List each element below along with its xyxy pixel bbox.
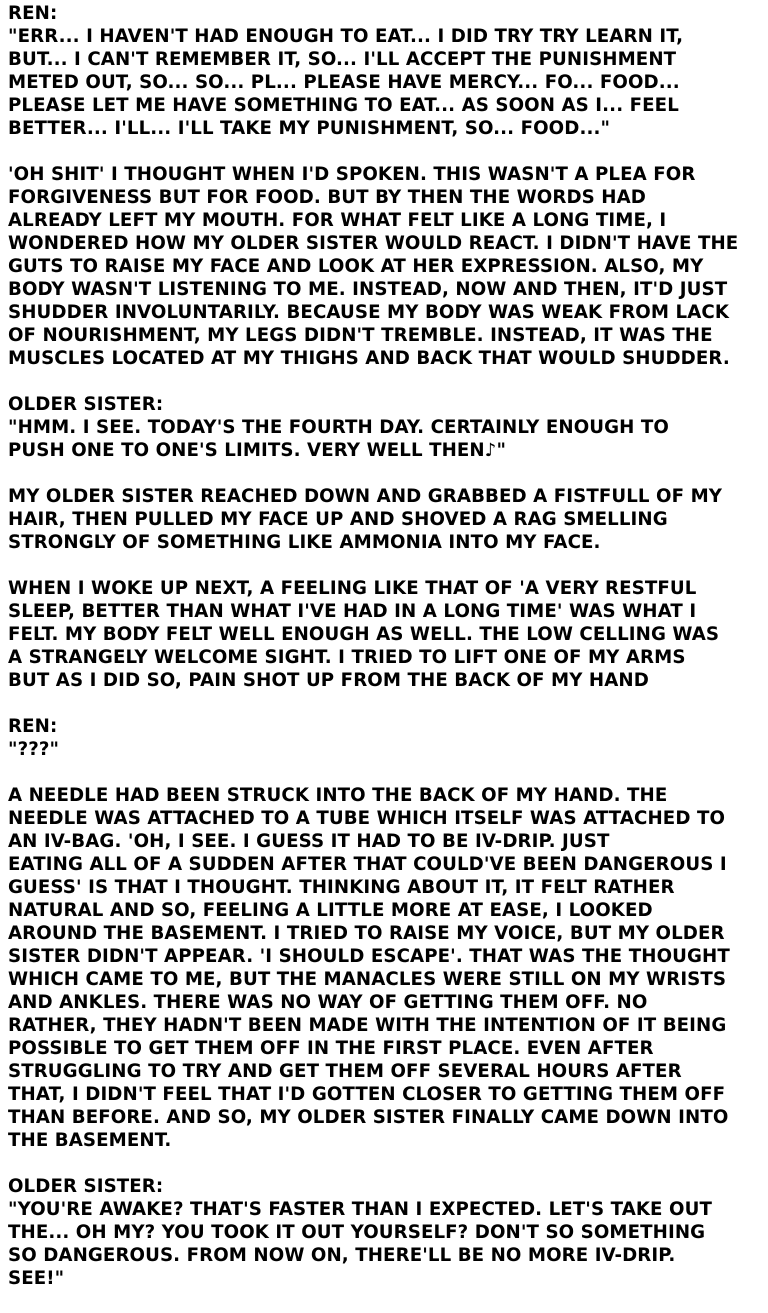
- text-line: METED OUT, SO... SO... PL... PLEASE HAVE MERCY... FO... FOOD...: [8, 72, 680, 93]
- text-line: SHUDDER INVOLUNTARILY. BECAUSE MY BODY WAS WEAK FROM LACK: [8, 302, 730, 323]
- text-line: STRUGGLING TO TRY AND GET THEM OFF SEVERAL HOURS AFTER: [8, 1061, 682, 1082]
- speaker-label: REN:: [8, 3, 58, 24]
- narration-paragraph-1: [8, 163, 760, 370]
- text-line: BETTER... I'LL... I'LL TAKE MY PUNISHMENT, SO... FOOD...": [8, 118, 611, 139]
- dialogue-older-sister-2: [8, 1175, 760, 1290]
- text-line: A NEEDLE HAD BEEN STRUCK INTO THE BACK OF MY HAND. THE: [8, 785, 668, 806]
- text-line: RATHER, THEY HADN'T BEEN MADE WITH THE INTENTION OF IT BEING: [8, 1015, 727, 1036]
- speaker-label: REN:: [8, 716, 58, 737]
- text-line: SEE!": [8, 1268, 65, 1289]
- narration-paragraph-2: [8, 485, 760, 554]
- text-line: SISTER DIDN'T APPEAR. 'I SHOULD ESCAPE'. THAT WAS THE THOUGHT: [8, 946, 730, 967]
- text-line: AROUND THE BASEMENT. I TRIED TO RAISE MY VOICE, BUT MY OLDER: [8, 923, 725, 944]
- text-line: BODY WASN'T LISTENING TO ME. INSTEAD, NOW AND THEN, IT'D JUST: [8, 279, 728, 300]
- text-line: AND ANKLES. THERE WAS NO WAY OF GETTING THEM OFF. NO: [8, 992, 648, 1013]
- text-line: PLEASE LET ME HAVE SOMETHING TO EAT... AS SOON AS I... FEEL: [8, 95, 679, 116]
- narration-paragraph-3: [8, 577, 760, 692]
- text-line: STRONGLY OF SOMETHING LIKE AMMONIA INTO MY FACE.: [8, 532, 601, 553]
- dialogue-ren-2: [8, 715, 760, 761]
- text-line: THE... OH MY? YOU TOOK IT OUT YOURSELF? DON'T SO SOMETHING: [8, 1222, 706, 1243]
- text-line: THAT, I DIDN'T FEEL THAT I'D GOTTEN CLOSER TO GETTING THEM OFF: [8, 1084, 726, 1105]
- text-line: SLEEP, BETTER THAN WHAT I'VE HAD IN A LONG TIME' WAS WHAT I: [8, 601, 697, 622]
- text-line: WHICH CAME TO ME, BUT THE MANACLES WERE STILL ON MY WRISTS: [8, 969, 727, 990]
- text-line: THAN BEFORE. AND SO, MY OLDER SISTER FINALLY CAME DOWN INTO: [8, 1107, 729, 1128]
- text-line: AN IV-BAG. 'OH, I SEE. I GUESS IT HAD TO BE IV-DRIP. JUST: [8, 831, 610, 852]
- text-line: ALREADY LEFT MY MOUTH. FOR WHAT FELT LIKE A LONG TIME, I: [8, 210, 667, 231]
- text-line: POSSIBLE TO GET THEM OFF IN THE FIRST PLACE. EVEN AFTER: [8, 1038, 654, 1059]
- text-line: "ERR... I HAVEN'T HAD ENOUGH TO EAT... I DID TRY TRY LEARN IT,: [8, 26, 684, 47]
- text-line: GUESS' IS THAT I THOUGHT. THINKING ABOUT IT, IT FELT RATHER: [8, 877, 675, 898]
- text-line: 'OH SHIT' I THOUGHT WHEN I'D SPOKEN. THIS WASN'T A PLEA FOR: [8, 164, 696, 185]
- speaker-label: OLDER SISTER:: [8, 1176, 164, 1197]
- text-line: NATURAL AND SO, FEELING A LITTLE MORE AT EASE, I LOOKED: [8, 900, 653, 921]
- dialogue-ren-1: [8, 2, 760, 140]
- text-line: NEEDLE WAS ATTACHED TO A TUBE WHICH ITSELF WAS ATTACHED TO: [8, 808, 726, 829]
- text-line: "HMM. I SEE. TODAY'S THE FOURTH DAY. CERTAINLY ENOUGH TO: [8, 417, 669, 438]
- text-line: "YOU'RE AWAKE? THAT'S FASTER THAN I EXPECTED. LET'S TAKE OUT: [8, 1199, 712, 1220]
- text-line: PUSH ONE TO ONE'S LIMITS. VERY WELL THEN♪": [8, 440, 507, 461]
- text-line: THE BASEMENT.: [8, 1130, 172, 1151]
- text-line: HAIR, THEN PULLED MY FACE UP AND SHOVED A RAG SMELLING: [8, 509, 668, 530]
- text-line: FELT. MY BODY FELT WELL ENOUGH AS WELL. THE LOW CELLING WAS: [8, 624, 720, 645]
- speaker-label: OLDER SISTER:: [8, 394, 164, 415]
- narration-paragraph-4: [8, 784, 760, 1152]
- text-line: WONDERED HOW MY OLDER SISTER WOULD REACT. I DIDN'T HAVE THE: [8, 233, 739, 254]
- text-line: A STRANGELY WELCOME SIGHT. I TRIED TO LIFT ONE OF MY ARMS: [8, 647, 686, 668]
- text-line: WHEN I WOKE UP NEXT, A FEELING LIKE THAT OF 'A VERY RESTFUL: [8, 578, 697, 599]
- text-line: EATING ALL OF A SUDDEN AFTER THAT COULD'VE BEEN DANGEROUS I: [8, 854, 727, 875]
- dialogue-older-sister-1: [8, 393, 760, 462]
- text-line: SO DANGEROUS. FROM NOW ON, THERE'LL BE NO MORE IV-DRIP.: [8, 1245, 676, 1266]
- text-line: GUTS TO RAISE MY FACE AND LOOK AT HER EXPRESSION. ALSO, MY: [8, 256, 704, 277]
- text-line: "???": [8, 739, 60, 760]
- text-line: BUT... I CAN'T REMEMBER IT, SO... I'LL ACCEPT THE PUNISHMENT: [8, 49, 677, 70]
- text-line: BUT AS I DID SO, PAIN SHOT UP FROM THE BACK OF MY HAND: [8, 670, 649, 691]
- text-line: OF NOURISHMENT, MY LEGS DIDN'T TREMBLE. INSTEAD, IT WAS THE: [8, 325, 713, 346]
- novel-page: [8, 2, 760, 1313]
- text-line: FORGIVENESS BUT FOR FOOD. BUT BY THEN THE WORDS HAD: [8, 187, 646, 208]
- text-line: MUSCLES LOCATED AT MY THIGHS AND BACK THAT WOULD SHUDDER.: [8, 348, 730, 369]
- text-line: MY OLDER SISTER REACHED DOWN AND GRABBED A FISTFULL OF MY: [8, 486, 723, 507]
